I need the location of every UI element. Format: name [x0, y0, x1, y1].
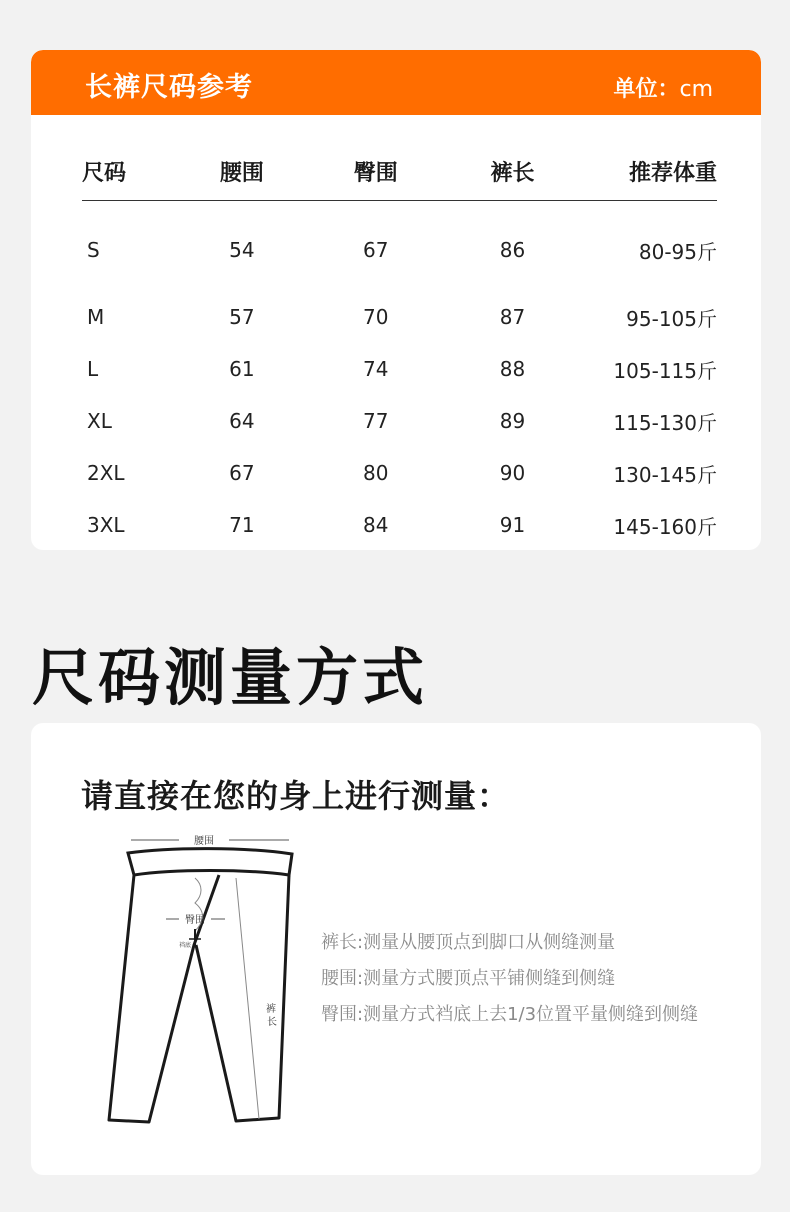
measurement-notes: [321, 928, 751, 1036]
cell-weight: 130-145斤: [613, 462, 717, 487]
measurement-section-title: 尺码测量方式: [32, 641, 429, 714]
cell-length: 87: [499, 305, 526, 329]
cell-size: 2XL: [87, 461, 125, 485]
cell-hip: 77: [362, 409, 389, 433]
cell-weight: 95-105斤: [626, 306, 717, 331]
cell-weight: 145-160斤: [613, 514, 717, 539]
unit-value: cm: [679, 77, 713, 102]
header-size: 尺码: [82, 145, 186, 201]
cell-length: 90: [499, 461, 526, 485]
cell-hip: 74: [362, 357, 389, 381]
cell-waist: 54: [229, 238, 255, 262]
cell-weight: 80-95斤: [638, 239, 717, 264]
table-row: [82, 447, 717, 499]
cell-size: 3XL: [87, 513, 125, 537]
cell-waist: 57: [229, 305, 255, 329]
diagram-label-length-bottom: 长: [267, 1017, 277, 1028]
size-chart-card: [31, 50, 761, 550]
cell-waist: 64: [229, 409, 255, 433]
cell-hip: 84: [362, 513, 389, 537]
header-length: 裤长: [454, 145, 571, 201]
side-seam-line: [236, 878, 259, 1119]
cell-size: S: [87, 238, 100, 262]
measurement-heading: 请直接在您的身上进行测量：: [81, 777, 511, 815]
cell-size: M: [87, 305, 105, 329]
header-weight: 推荐体重: [571, 145, 717, 201]
table-row: [82, 395, 717, 447]
size-chart-title: 长裤尺码参考: [85, 72, 253, 103]
diagram-label-crotch: 裆底: [178, 942, 192, 949]
cell-length: 91: [499, 513, 526, 537]
diagram-label-length-top: 裤: [266, 1004, 276, 1015]
cell-size: L: [87, 357, 99, 381]
cell-hip: 67: [362, 238, 389, 262]
measurement-card: [31, 723, 761, 1175]
table-row: [82, 291, 717, 343]
table-row: [82, 499, 717, 550]
cell-waist: 61: [229, 357, 255, 381]
unit-label: 单位：: [613, 77, 680, 102]
cell-length: 86: [499, 238, 526, 262]
cell-weight: 105-115斤: [613, 358, 717, 383]
header-waist: 腰围: [186, 145, 297, 201]
cell-hip: 70: [362, 305, 389, 329]
note-waist: 腰围:测量方式腰顶点平铺侧缝到侧缝: [321, 968, 616, 989]
diagram-label-waist: 腰围: [194, 836, 214, 847]
pants-diagram: [101, 823, 321, 1143]
unit-indicator: [613, 72, 713, 103]
note-hip: 臀围:测量方式裆底上去1/3位置平量侧缝到侧缝: [321, 1004, 699, 1025]
cell-size: XL: [87, 409, 112, 433]
header-hip: 臀围: [297, 145, 454, 201]
diagram-label-hip: 臀围: [185, 915, 205, 926]
cell-length: 88: [499, 357, 526, 381]
cell-waist: 67: [229, 461, 255, 485]
cell-waist: 71: [229, 513, 255, 537]
left-leg-outline: [109, 875, 219, 1122]
waistband-outline: [128, 849, 292, 875]
table-row: [82, 343, 717, 395]
size-table: [82, 145, 717, 550]
note-length: 裤长:测量从腰顶点到脚口从侧缝测量: [321, 932, 616, 953]
cell-length: 89: [499, 409, 526, 433]
size-chart-header: [31, 50, 761, 115]
table-header-row: [82, 145, 717, 201]
table-row: [82, 201, 717, 292]
cell-hip: 80: [362, 461, 389, 485]
cell-weight: 115-130斤: [613, 410, 717, 435]
right-leg-outline: [196, 875, 289, 1121]
